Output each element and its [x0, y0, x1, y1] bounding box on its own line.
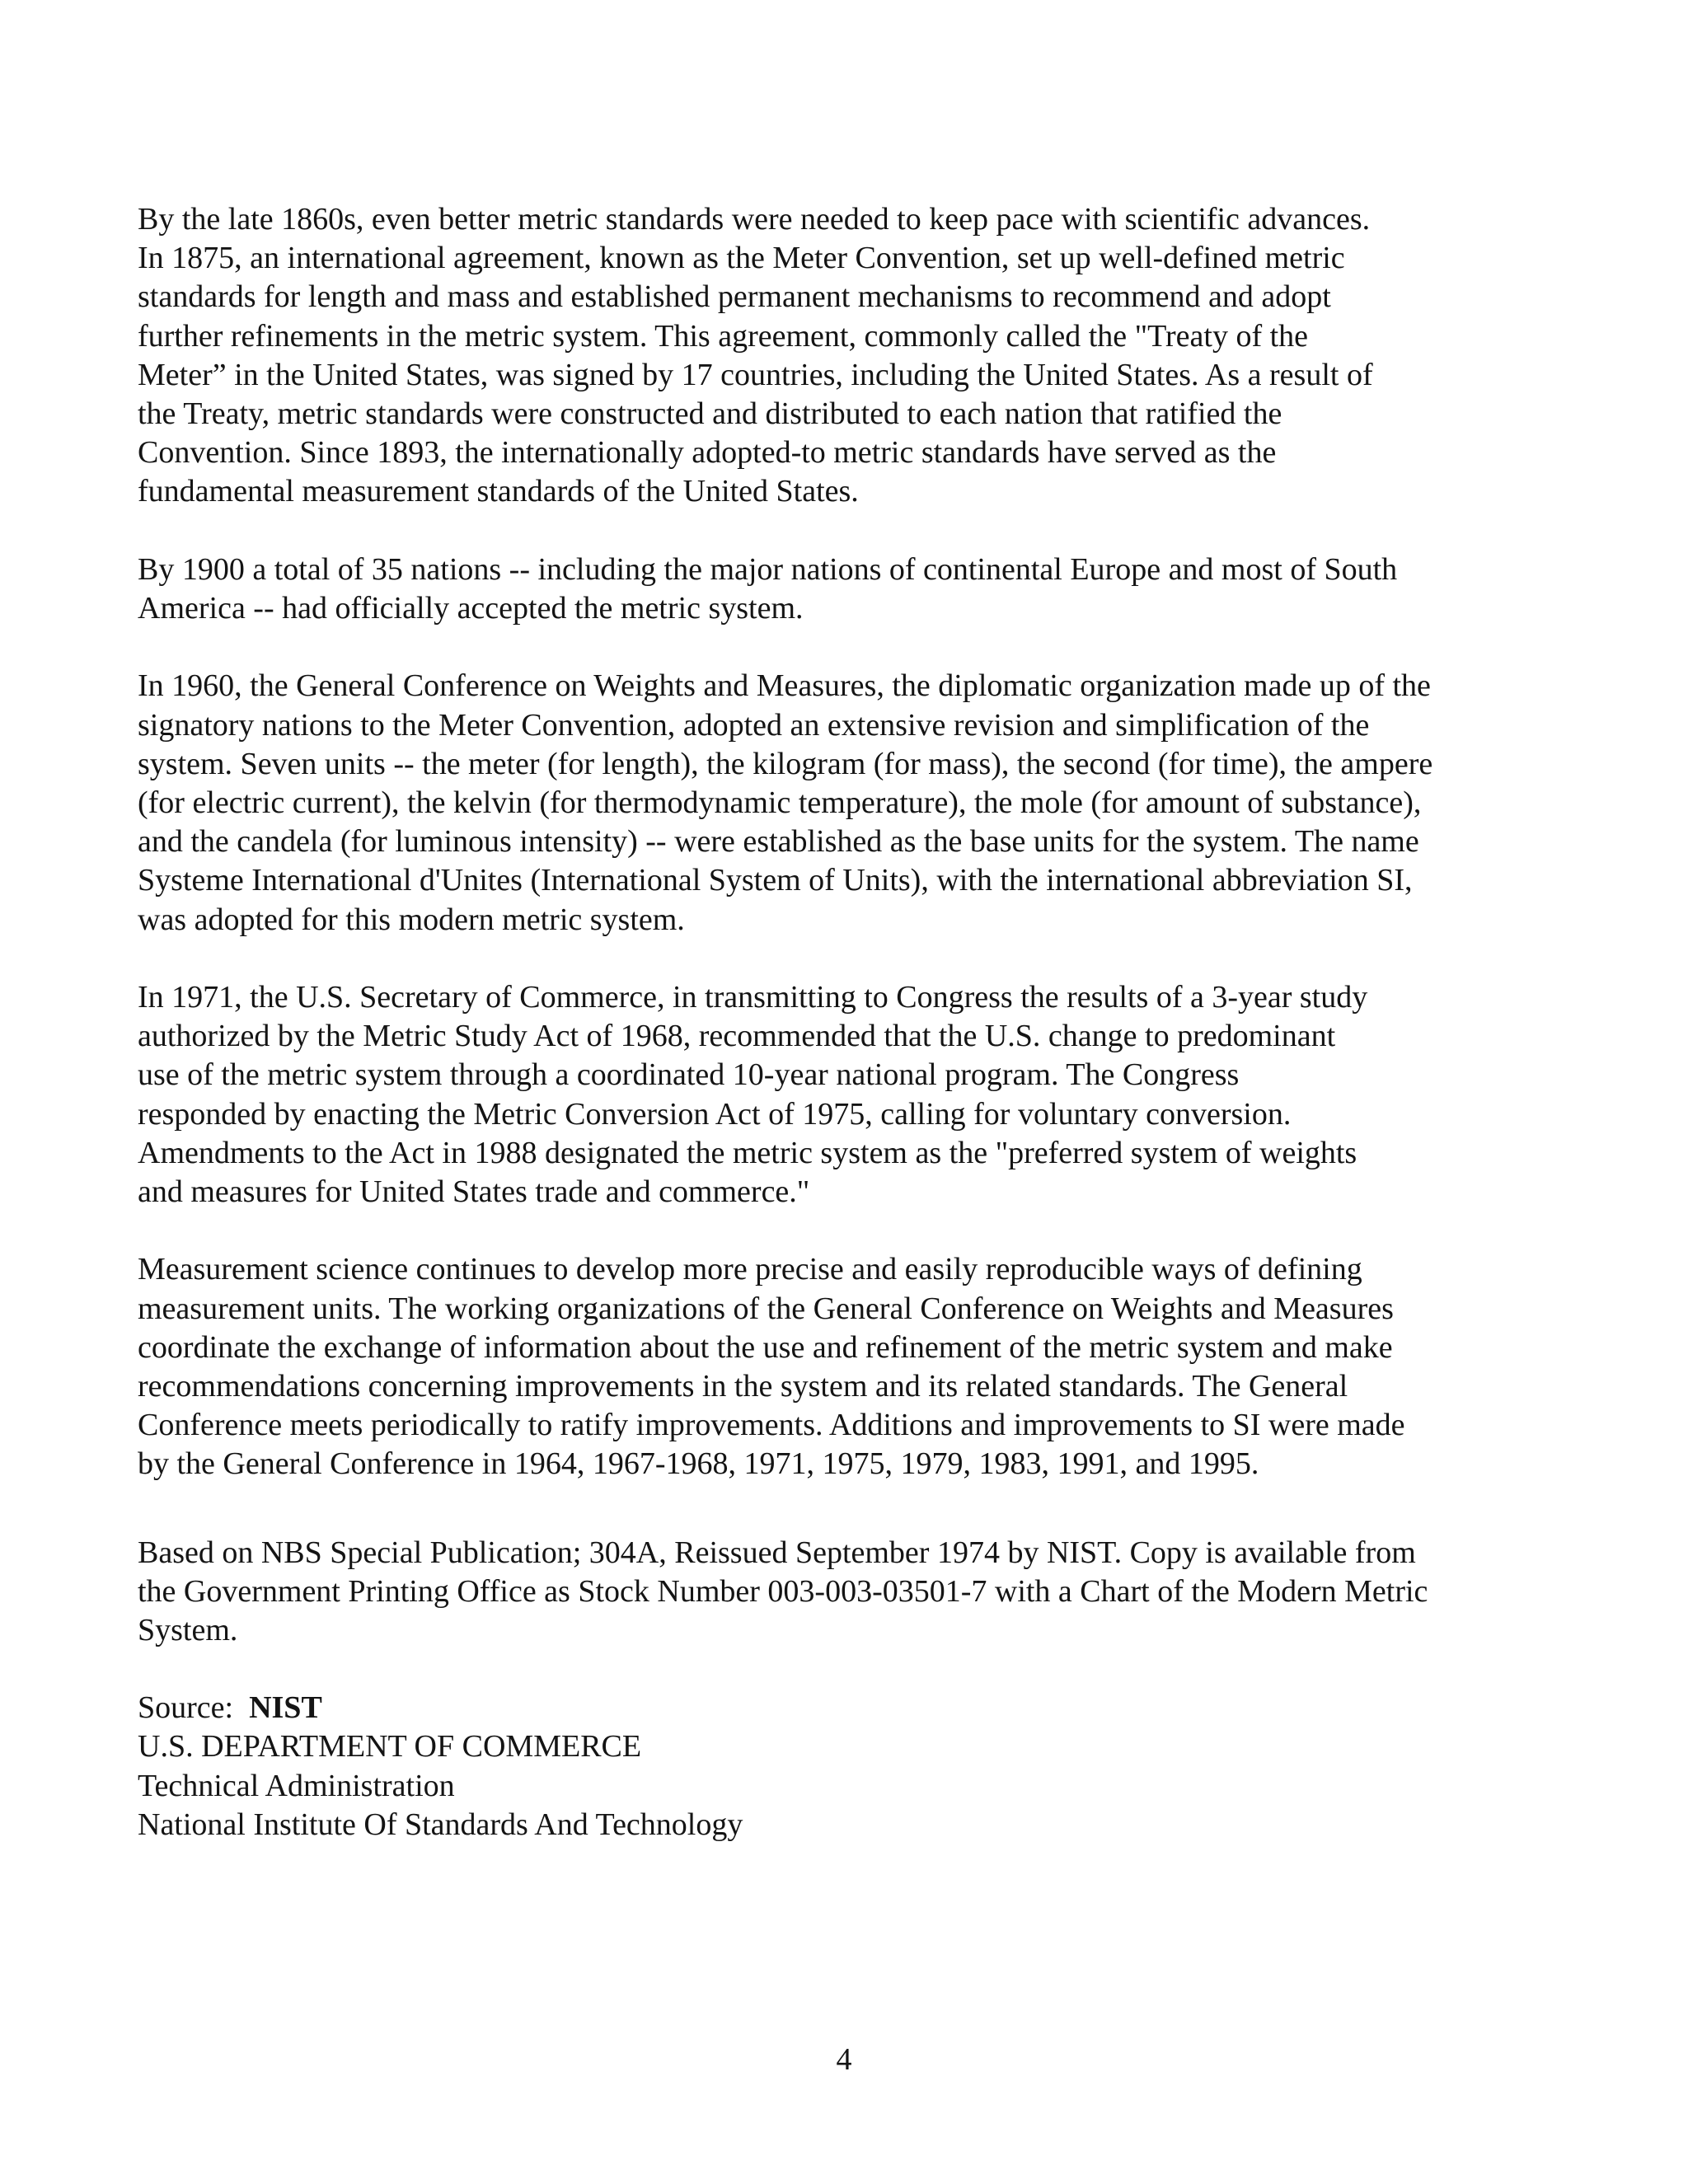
- paragraph-spacer: [138, 1650, 1671, 1689]
- text-line: Conference meets periodically to ratify improvements. Additions and improvements to SI were made: [138, 1408, 1405, 1443]
- paragraph-measurement-science: [138, 1250, 1671, 1483]
- text-line: In 1971, the U.S. Secretary of Commerce, in transmitting to Congress the results of a 3-year study: [138, 980, 1368, 1015]
- text-line: system. Seven units -- the meter (for length), the kilogram (for mass), the second (for time), the ampere: [138, 746, 1433, 781]
- text-line: System.: [138, 1613, 238, 1648]
- text-line: Systeme International d'Unites (International System of Units), with the international abbreviation SI,: [138, 863, 1413, 898]
- text-line: Convention. Since 1893, the internationally adopted-to metric standards have served as the: [138, 435, 1277, 471]
- source-line: [138, 1689, 1671, 1727]
- paragraph-spacer: [138, 940, 1671, 978]
- text-line: By the late 1860s, even better metric standards were needed to keep pace with scientific advances.: [138, 202, 1371, 237]
- paragraph-us-1971: [138, 978, 1671, 1212]
- text-line: the Government Printing Office as Stock Number 003-003-03501-7 with a Chart of the Modern Metric: [138, 1573, 1428, 1609]
- text-line: and measures for United States trade and commerce.": [138, 1174, 810, 1210]
- paragraph-spacer: [138, 1212, 1671, 1250]
- paragraph-spacer: [138, 628, 1671, 667]
- paragraph-spacer: [138, 512, 1671, 551]
- text-line: by the General Conference in 1964, 1967-1968, 1971, 1975, 1979, 1983, 1991, and 1995.: [138, 1446, 1259, 1482]
- text-line: authorized by the Metric Study Act of 1968, recommended that the U.S. change to predominant: [138, 1019, 1336, 1054]
- document-body: [138, 200, 1671, 1844]
- text-line: By 1900 a total of 35 nations -- including the major nations of continental Europe and most of South: [138, 551, 1398, 587]
- source-org-line: U.S. DEPARTMENT OF COMMERCE: [138, 1729, 642, 1765]
- source-org-line: Technical Administration: [138, 1768, 455, 1803]
- text-line: America -- had officially accepted the metric system.: [138, 591, 804, 626]
- text-line: Based on NBS Special Publication; 304A, Reissued September 1974 by NIST. Copy is available from: [138, 1535, 1416, 1570]
- text-line: In 1960, the General Conference on Weights and Measures, the diplomatic organization made up of the: [138, 668, 1431, 704]
- text-line: measurement units. The working organizations of the General Conference on Weights and Measures: [138, 1291, 1394, 1326]
- text-line: standards for length and mass and established permanent mechanisms to recommend and adopt: [138, 279, 1331, 315]
- paragraph-spacer: [138, 1484, 1671, 1534]
- text-line: fundamental measurement standards of the United States.: [138, 474, 859, 509]
- page-number: 4: [836, 2042, 852, 2077]
- text-line: Amendments to the Act in 1988 designated the metric system as the "preferred system of weights: [138, 1135, 1357, 1170]
- text-line: was adopted for this modern metric system.: [138, 902, 685, 937]
- text-line: Measurement science continues to develop more precise and easily reproducible ways of defining: [138, 1252, 1362, 1287]
- text-line: recommendations concerning improvements in the system and its related standards. The General: [138, 1369, 1348, 1404]
- text-line: responded by enacting the Metric Conversion Act of 1975, calling for voluntary conversion.: [138, 1096, 1292, 1132]
- source-block: [138, 1689, 1671, 1844]
- text-line: the Treaty, metric standards were constructed and distributed to each nation that ratified the: [138, 396, 1282, 432]
- paragraph-meter-convention: [138, 200, 1671, 512]
- text-line: Meter” in the United States, was signed by 17 countries, including the United States. As a result of: [138, 357, 1373, 392]
- text-line: and the candela (for luminous intensity) -- were established as the base units for the system. The name: [138, 824, 1419, 860]
- text-line: In 1875, an international agreement, known as the Meter Convention, set up well-defined metric: [138, 241, 1345, 276]
- text-line: use of the metric system through a coordinated 10-year national program. The Congress: [138, 1057, 1240, 1093]
- text-line: further refinements in the metric system. This agreement, commonly called the "Treaty of the: [138, 318, 1309, 354]
- source-label: Source:: [138, 1690, 234, 1726]
- text-line: coordinate the exchange of information about the use and refinement of the metric system and make: [138, 1329, 1393, 1365]
- paragraph-si-1960: [138, 667, 1671, 939]
- paragraph-1900-nations: [138, 551, 1671, 628]
- paragraph-based-on: [138, 1534, 1671, 1651]
- text-line: signatory nations to the Meter Convention, adopted an extensive revision and simplification of the: [138, 707, 1370, 743]
- text-line: (for electric current), the kelvin (for thermodynamic temperature), the mole (for amount of substance),: [138, 785, 1422, 821]
- source-org-line: National Institute Of Standards And Technology: [138, 1807, 743, 1842]
- source-name: NIST: [249, 1690, 322, 1726]
